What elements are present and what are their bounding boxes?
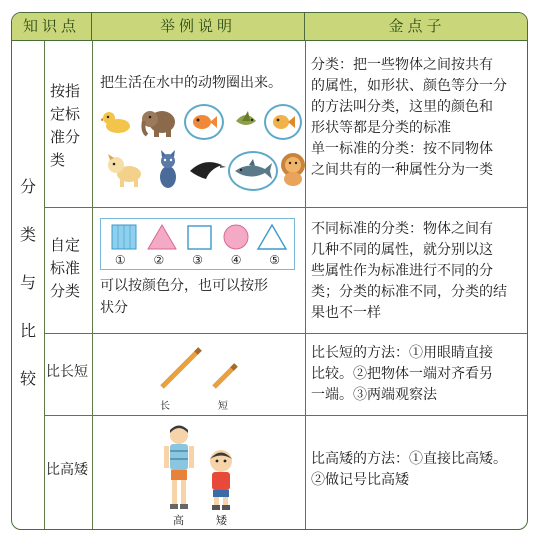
pencils-illustration — [152, 343, 252, 413]
header-divider — [12, 40, 528, 41]
shape-label: ④ — [230, 253, 242, 267]
row1-topic — [50, 80, 90, 172]
main-topic-char: 与 — [19, 273, 36, 292]
tall-boy-icon — [164, 426, 194, 510]
header-col-knowledge: 知识点 — [12, 13, 92, 40]
row1-topic-line: 准分 — [50, 128, 81, 146]
row2-example-line: 可以按颜色分，也可以按形 — [100, 278, 268, 294]
short-pencil-icon — [214, 365, 236, 387]
row2-tip-line: 类；分类的标准不同，分类的结 — [311, 284, 507, 300]
short-boy-icon — [210, 450, 232, 510]
row1-example-text: 把生活在水中的动物圈出来。 — [100, 75, 282, 91]
row3-topic: 比长短 — [46, 364, 88, 380]
shapes-box — [100, 218, 295, 270]
shape-label: ② — [153, 253, 165, 267]
pencil-label-long: 长 — [160, 401, 170, 412]
row2-tip-line: 些属性作为标准进行不同的分 — [311, 263, 493, 279]
row2-tip-line: 果也不一样 — [311, 305, 381, 321]
row1-tip-line: 的属性，如形状、颜色等分一分 — [311, 78, 507, 94]
shape-label: ③ — [192, 253, 203, 267]
row1-tip-line: 形状等都是分类的标准 — [311, 120, 451, 136]
row1-topic-line: 类 — [50, 151, 66, 169]
shape-label: ① — [114, 253, 126, 267]
cat-icon — [153, 149, 183, 191]
main-topic — [12, 163, 44, 403]
row1-topic-line: 按指 — [50, 82, 81, 100]
row2-topic-line: 自定 — [50, 236, 81, 254]
fish-small-icon — [264, 104, 302, 140]
row1-tips — [311, 55, 527, 181]
row2-tips — [311, 219, 527, 324]
main-topic-char: 类 — [19, 225, 36, 244]
row3-tip-line: 比较。②把物体一端对齐看另 — [311, 366, 493, 382]
row2-topic-line: 标准 — [50, 259, 81, 277]
header-col-tips: 金点子 — [305, 13, 528, 40]
row2-topic — [50, 234, 90, 303]
row1-tip-line: 的方法叫分类，这里的颜色和 — [311, 99, 493, 115]
row1-topic-line: 定标 — [50, 105, 81, 123]
row4-tips — [311, 449, 527, 491]
col-divider-1 — [44, 41, 45, 530]
knowledge-table — [11, 12, 528, 530]
col-divider-2 — [92, 41, 93, 530]
row2-example-text — [100, 275, 302, 319]
row4-tip-line: 比高矮的方法：①直接比高矮。 — [311, 451, 507, 467]
pencil-label-short: 短 — [218, 401, 228, 412]
col-divider-3 — [305, 41, 306, 530]
kid-label-short: 矮 — [216, 514, 227, 527]
fish-icon — [184, 104, 224, 140]
kids-illustration — [157, 421, 247, 526]
row-divider-3 — [44, 415, 528, 416]
row2-tip-line: 不同标准的分类：物体之间有 — [311, 221, 493, 237]
header-col-example: 举例说明 — [92, 13, 305, 40]
row2-topic-line: 分类 — [50, 282, 81, 300]
kid-label-tall: 高 — [173, 514, 184, 527]
shark-icon — [228, 151, 278, 191]
row3-tips — [311, 343, 527, 406]
row2-tip-line: 几种不同的属性，就分别以这 — [311, 242, 493, 258]
elephant-icon — [139, 103, 179, 141]
long-pencil-icon — [158, 349, 200, 391]
row3-tip-line: 比长短的方法：①用眼睛直接 — [311, 345, 493, 361]
row-divider-1 — [44, 207, 528, 208]
row3-tip-line: 一端。③两端观察法 — [311, 387, 437, 403]
row-divider-2 — [44, 333, 528, 334]
duck-icon — [100, 106, 134, 140]
row1-tip-line: 单一标准的分类：按不同物体 — [311, 141, 493, 157]
lion-icon — [277, 150, 309, 188]
crow-icon — [185, 153, 227, 187]
main-topic-char: 比 — [19, 321, 36, 340]
dog-icon — [104, 151, 146, 189]
main-topic-char: 较 — [19, 369, 36, 388]
shape-label: ⑤ — [269, 253, 281, 267]
row4-tip-line: ②做记号比高矮 — [311, 472, 409, 488]
main-topic-char: 分 — [19, 177, 36, 196]
bird-icon — [231, 106, 261, 136]
row4-topic: 比高矮 — [46, 462, 88, 478]
row1-tip-line: 之间共有的一种属性分为一类 — [311, 162, 493, 178]
row1-tip-line: 分类：把一些物体之间按共有 — [311, 57, 493, 73]
row2-example-line: 状分 — [100, 300, 128, 316]
